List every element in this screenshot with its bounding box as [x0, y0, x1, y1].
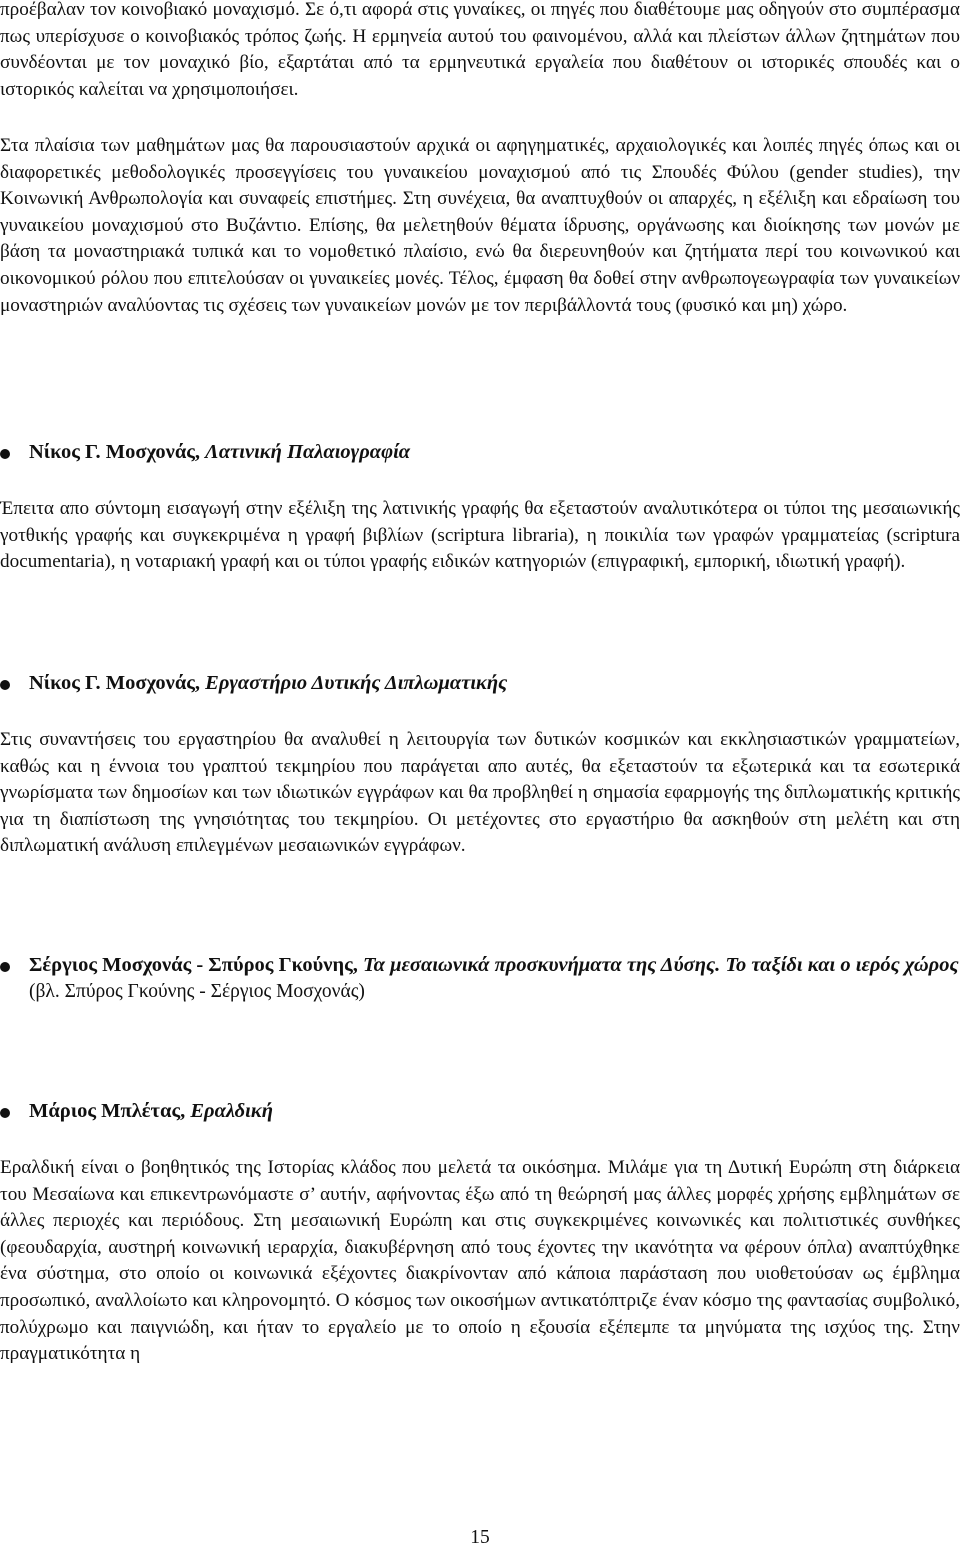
bullet-icon — [0, 680, 10, 690]
intro-paragraph-2: Στα πλαίσια των μαθημάτων μας θα παρουσιαστούν αρχικά οι αφηγηματικές, αρχαιολογικές και λοιπές πηγές όπως και οι διαφορετικές μεθοδολογικές προσεγγίσεις του γυναικείου μοναχισμού από τις Σπουδές Φύλου (gender studies), την Κοινωνική Ανθρωπολογία και συναφείς επιστήμες. Στη συνέχεια, θα αναπτυχθούν οι απαρχές, η εξέλιξη και εδραίωση του γυναικείου μοναχισμού στο Βυζάντιο. Επίσης, θα μελετηθούν θέματα ίδρυσης, οργάνωσης και διοίκησης των μονών με βάση τα μοναστηριακά τυπικά και το νομοθετικό πλαίσιο, ενώ θα διερευνηθούν και ζητήματα περί του κοινωνικού και οικονομικού ρόλου που επιτελούσαν οι γυναικείες μονές. Τέλος, έμφαση θα δοθεί στην ανθρωπογεωγραφία των γυναικείων μοναστηριών αναλύοντας τις σχέσεις των γυναικείων μονών με τον περιβάλλοντά τους (φυσικό και μη) χώρο. — [0, 135, 960, 316]
course-heading — [29, 952, 960, 979]
page-number: 15 — [470, 1527, 490, 1548]
course-title: Λατινική Παλαιογραφία — [205, 441, 411, 463]
course-author: Μάριος Μπλέτας, — [29, 1100, 186, 1122]
course-title: Τα μεσαιωνικά προσκυνήματα της Δύσης. Το ταξίδι και ο ιερός χώρος — [363, 954, 959, 976]
course-title: Εραλδική — [190, 1100, 273, 1122]
course-heading — [29, 439, 960, 466]
course-entry — [0, 1098, 960, 1125]
course-author: Σέργιος Μοσχονάς - Σπύρος Γκούνης, — [29, 954, 358, 976]
course-description: Στις συναντήσεις του εργαστηρίου θα αναλυθεί η λειτουργία των δυτικών κοσμικών και εκκλησιαστικών γραμματείων, καθώς και η έννοια του γραπτού τεκμηρίου που παράγεται απο αυτές, θα εξεταστούν τα εξωτερικά και τα εσωτερικά γνωρίσματα των δημοσίων και των ιδιωτικών εγγράφων και θα προβληθεί η σημασία εφαρμογής της διπλωματικής κριτικής για τη διαπίστωση της γνησιότητας του τεκμηρίου. Οι μετέχοντες στο εργαστήριο θα ασκηθούν στη μελέτη και στη διπλωματική ανάλυση επιλεγμένων μεσαιωνικών εγγράφων. — [0, 729, 960, 857]
intro-paragraph-1: προέβαλαν τον κοινοβιακό μοναχισμό. Σε ό,τι αφορά στις γυναίκες, οι πηγές που διαθέτουμε μας οδηγούν στο συμπέρασμα πως υπερίσχυσε ο κοινοβιακός τρόπος ζωής. Η ερμηνεία αυτού του φαινομένου, αλλά και πλείστων άλλων ζητημάτων που συνδέονται με τον μοναχικό βίο, εξαρτάται από τα ερμηνευτικά εργαλεία που διαθέτουν οι ιστορικές σπουδές και ο ιστορικός καλείται να χρησιμοποιήσει. — [0, 0, 960, 100]
course-description: Εραλδική είναι ο βοηθητικός της Ιστορίας κλάδος που μελετά τα οικόσημα. Μιλάμε για τη Δυτική Ευρώπη στη διάρκεια του Μεσαίωνα και επικεντρωνόμαστε σ’ αυτήν, αφήνοντας έξω από τη θεώρησή μας άλλες μορφές χρήσης εμβλημάτων σε άλλες περιοχές και περιόδους. Στη μεσαιωνική Ευρώπη και στις συγκεκριμένες κοινωνικές και πολιτιστικές συνθήκες (φεουδαρχία, αυστηρή κοινωνική ιεραρχία, διακυβέρνηση από τους έχοντες την ικανότητα να φέρουν όπλα) αναπτύχθηκε ένα σύστημα, στο οποίο οι κοινωνικά εξέχοντες διακρίνονταν από κάποια παράσταση που υιοθετούσαν ως έμβλημα προσωπικό, αναλλοίωτο και κληρονομητό. Ο κόσμος των οικοσήμων αντικατόπτριζε έναν κόσμο της φαντασίας συμβολικό, πολύχρωμο και παιγνιώδη, και ήταν το εργαλείο με το οποίο η εξουσία εξέπεμπε τα μηνύματα της ισχύος της. Στην πραγματικότητα η — [0, 1157, 960, 1365]
course-heading — [29, 1098, 960, 1125]
course-author: Νίκος Γ. Μοσχονάς, — [29, 441, 201, 463]
see-also-reference: (βλ. Σπύρος Γκούνης - Σέργιος Μοσχονάς) — [29, 981, 365, 1002]
course-author: Νίκος Γ. Μοσχονάς, — [29, 672, 201, 694]
course-title: Εργαστήριο Δυτικής Διπλωματικής — [205, 672, 508, 694]
bullet-icon — [0, 449, 10, 459]
course-entry — [0, 670, 960, 697]
bullet-icon — [0, 1108, 10, 1118]
course-heading — [29, 670, 960, 697]
course-entry — [0, 439, 960, 466]
course-description: Έπειτα απο σύντομη εισαγωγή στην εξέλιξη της λατινικής γραφής θα εξεταστούν αναλυτικότερα οι τύποι της μεσαιωνικής γοτθικής γραφής και συγκεκριμένα η γραφή βιβλίων (scriptura libraria), η ποικιλία των γραφών γραμματείας (scriptura documentaria), η νοταριακή γραφή και οι τύποι γραφής ειδικών κατηγοριών (επιγραφική, εμπορική, ιδιωτική γραφή). — [0, 498, 960, 573]
course-entry — [0, 952, 960, 1006]
bullet-icon — [0, 962, 10, 972]
